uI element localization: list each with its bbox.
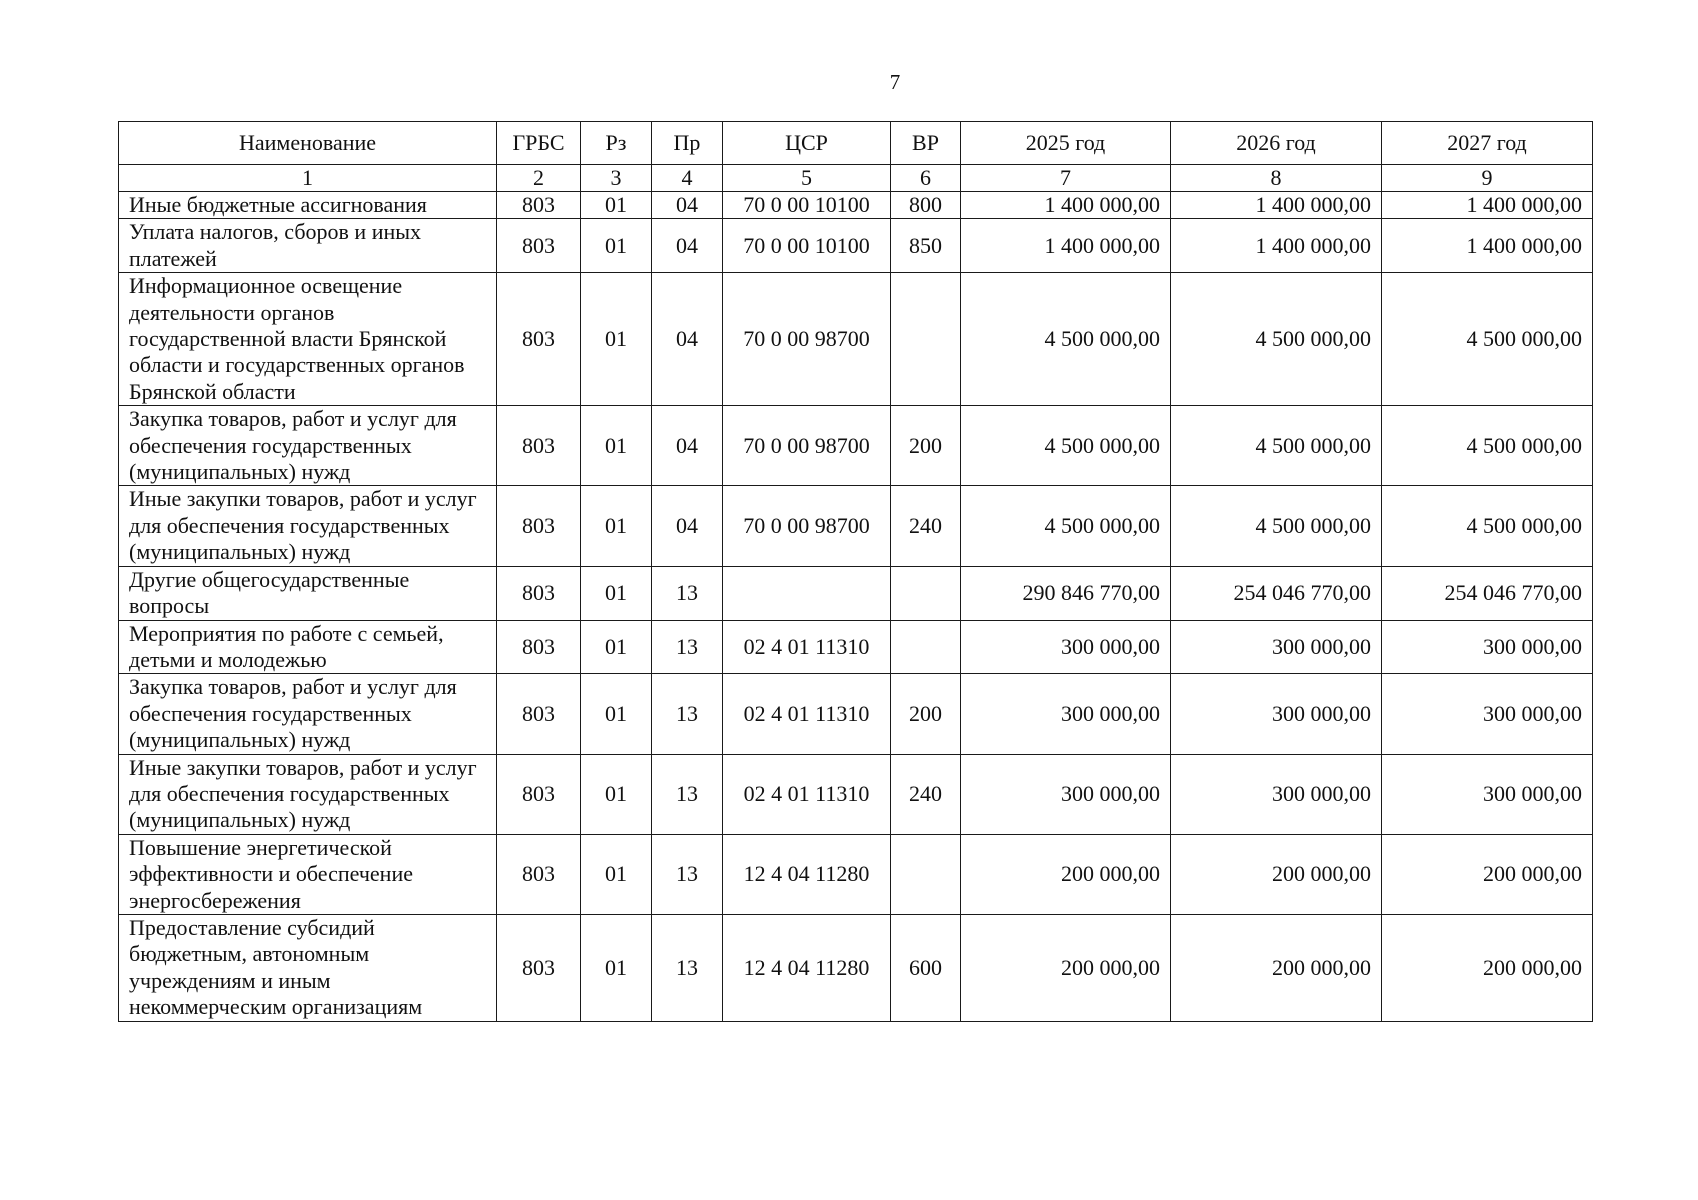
cell-rz: 01 xyxy=(581,406,652,486)
cell-csr: 70 0 00 98700 xyxy=(723,406,891,486)
cell-rz: 01 xyxy=(581,754,652,834)
cell-csr: 12 4 04 11280 xyxy=(723,834,891,914)
cell-vr xyxy=(891,273,961,406)
cell-grbs: 803 xyxy=(497,754,581,834)
cell-name: Иные бюджетные ассигнования xyxy=(119,192,497,219)
header-2027: 2027 год xyxy=(1382,122,1593,165)
column-number: 9 xyxy=(1382,165,1593,192)
cell-2027: 300 000,00 xyxy=(1382,674,1593,754)
budget-table xyxy=(118,121,1593,1022)
cell-2026: 1 400 000,00 xyxy=(1171,219,1382,273)
cell-grbs: 803 xyxy=(497,914,581,1021)
cell-2027: 200 000,00 xyxy=(1382,834,1593,914)
cell-rz: 01 xyxy=(581,219,652,273)
cell-grbs: 803 xyxy=(497,273,581,406)
cell-2027: 1 400 000,00 xyxy=(1382,192,1593,219)
cell-rz: 01 xyxy=(581,834,652,914)
cell-grbs: 803 xyxy=(497,834,581,914)
cell-2027: 254 046 770,00 xyxy=(1382,566,1593,620)
cell-name: Информационное освещение деятельности органов государственной власти Брянской области и государственных органов Брянской области xyxy=(119,273,497,406)
table-row xyxy=(119,192,1593,219)
column-number: 1 xyxy=(119,165,497,192)
cell-2025: 1 400 000,00 xyxy=(961,192,1171,219)
cell-2025: 300 000,00 xyxy=(961,620,1171,674)
column-number: 5 xyxy=(723,165,891,192)
cell-pr: 04 xyxy=(652,192,723,219)
cell-csr: 02 4 01 11310 xyxy=(723,754,891,834)
header-2025: 2025 год xyxy=(961,122,1171,165)
cell-rz: 01 xyxy=(581,273,652,406)
cell-name: Закупка товаров, работ и услуг для обеспечения государственных (муниципальных) нужд xyxy=(119,674,497,754)
cell-2025: 290 846 770,00 xyxy=(961,566,1171,620)
cell-rz: 01 xyxy=(581,486,652,566)
cell-name: Мероприятия по работе с семьей, детьми и молодежью xyxy=(119,620,497,674)
cell-vr: 200 xyxy=(891,406,961,486)
table-row xyxy=(119,566,1593,620)
cell-vr xyxy=(891,834,961,914)
cell-grbs: 803 xyxy=(497,219,581,273)
table-row xyxy=(119,834,1593,914)
header-rz: Рз xyxy=(581,122,652,165)
cell-2027: 1 400 000,00 xyxy=(1382,219,1593,273)
cell-pr: 13 xyxy=(652,914,723,1021)
cell-name: Закупка товаров, работ и услуг для обеспечения государственных (муниципальных) нужд xyxy=(119,406,497,486)
cell-2026: 200 000,00 xyxy=(1171,834,1382,914)
cell-2027: 4 500 000,00 xyxy=(1382,273,1593,406)
table-row xyxy=(119,620,1593,674)
cell-rz: 01 xyxy=(581,192,652,219)
cell-2026: 254 046 770,00 xyxy=(1171,566,1382,620)
page-number: 7 xyxy=(889,70,901,94)
table-row xyxy=(119,674,1593,754)
cell-rz: 01 xyxy=(581,674,652,754)
cell-2026: 200 000,00 xyxy=(1171,914,1382,1021)
cell-2025: 4 500 000,00 xyxy=(961,406,1171,486)
cell-2026: 4 500 000,00 xyxy=(1171,406,1382,486)
header-pr: Пр xyxy=(652,122,723,165)
cell-grbs: 803 xyxy=(497,486,581,566)
cell-csr: 02 4 01 11310 xyxy=(723,620,891,674)
header-row xyxy=(119,122,1593,165)
cell-pr: 13 xyxy=(652,620,723,674)
cell-vr: 240 xyxy=(891,486,961,566)
cell-csr xyxy=(723,566,891,620)
table-row xyxy=(119,486,1593,566)
cell-2027: 4 500 000,00 xyxy=(1382,406,1593,486)
cell-name: Другие общегосударственные вопросы xyxy=(119,566,497,620)
table-row xyxy=(119,914,1593,1021)
cell-grbs: 803 xyxy=(497,566,581,620)
cell-name: Повышение энергетической эффективности и обеспечение энергосбережения xyxy=(119,834,497,914)
table-row xyxy=(119,406,1593,486)
cell-csr: 70 0 00 98700 xyxy=(723,273,891,406)
cell-2027: 300 000,00 xyxy=(1382,754,1593,834)
table-row xyxy=(119,754,1593,834)
cell-2025: 4 500 000,00 xyxy=(961,486,1171,566)
cell-pr: 13 xyxy=(652,834,723,914)
cell-vr xyxy=(891,620,961,674)
cell-grbs: 803 xyxy=(497,406,581,486)
column-number-row xyxy=(119,165,1593,192)
cell-2026: 300 000,00 xyxy=(1171,754,1382,834)
cell-rz: 01 xyxy=(581,620,652,674)
column-number: 7 xyxy=(961,165,1171,192)
column-number: 2 xyxy=(497,165,581,192)
cell-name: Иные закупки товаров, работ и услуг для обеспечения государственных (муниципальных) нужд xyxy=(119,754,497,834)
cell-grbs: 803 xyxy=(497,192,581,219)
cell-pr: 04 xyxy=(652,486,723,566)
cell-csr: 70 0 00 98700 xyxy=(723,486,891,566)
cell-2026: 300 000,00 xyxy=(1171,620,1382,674)
cell-vr: 850 xyxy=(891,219,961,273)
cell-pr: 04 xyxy=(652,273,723,406)
cell-pr: 13 xyxy=(652,754,723,834)
cell-name: Уплата налогов, сборов и иных платежей xyxy=(119,219,497,273)
column-number: 3 xyxy=(581,165,652,192)
cell-2025: 300 000,00 xyxy=(961,754,1171,834)
cell-grbs: 803 xyxy=(497,620,581,674)
cell-2025: 300 000,00 xyxy=(961,674,1171,754)
cell-2027: 4 500 000,00 xyxy=(1382,486,1593,566)
cell-2026: 4 500 000,00 xyxy=(1171,273,1382,406)
cell-rz: 01 xyxy=(581,566,652,620)
cell-pr: 04 xyxy=(652,219,723,273)
cell-vr: 800 xyxy=(891,192,961,219)
cell-2025: 200 000,00 xyxy=(961,914,1171,1021)
cell-csr: 12 4 04 11280 xyxy=(723,914,891,1021)
table-row xyxy=(119,219,1593,273)
table-row xyxy=(119,273,1593,406)
cell-vr: 240 xyxy=(891,754,961,834)
header-vr: ВР xyxy=(891,122,961,165)
header-2026: 2026 год xyxy=(1171,122,1382,165)
column-number: 8 xyxy=(1171,165,1382,192)
cell-name: Иные закупки товаров, работ и услуг для обеспечения государственных (муниципальных) нужд xyxy=(119,486,497,566)
cell-name: Предоставление субсидий бюджетным, автономным учреждениям и иным некоммерческим организациям xyxy=(119,914,497,1021)
cell-csr: 70 0 00 10100 xyxy=(723,219,891,273)
header-name: Наименование xyxy=(119,122,497,165)
cell-rz: 01 xyxy=(581,914,652,1021)
cell-2025: 1 400 000,00 xyxy=(961,219,1171,273)
cell-vr: 600 xyxy=(891,914,961,1021)
cell-vr xyxy=(891,566,961,620)
cell-2026: 4 500 000,00 xyxy=(1171,486,1382,566)
cell-pr: 04 xyxy=(652,406,723,486)
cell-2027: 200 000,00 xyxy=(1382,914,1593,1021)
cell-vr: 200 xyxy=(891,674,961,754)
cell-2025: 4 500 000,00 xyxy=(961,273,1171,406)
cell-2025: 200 000,00 xyxy=(961,834,1171,914)
cell-2026: 1 400 000,00 xyxy=(1171,192,1382,219)
cell-grbs: 803 xyxy=(497,674,581,754)
cell-pr: 13 xyxy=(652,674,723,754)
cell-pr: 13 xyxy=(652,566,723,620)
cell-csr: 70 0 00 10100 xyxy=(723,192,891,219)
cell-csr: 02 4 01 11310 xyxy=(723,674,891,754)
column-number: 6 xyxy=(891,165,961,192)
cell-2027: 300 000,00 xyxy=(1382,620,1593,674)
column-number: 4 xyxy=(652,165,723,192)
header-csr: ЦСР xyxy=(723,122,891,165)
cell-2026: 300 000,00 xyxy=(1171,674,1382,754)
header-grbs: ГРБС xyxy=(497,122,581,165)
